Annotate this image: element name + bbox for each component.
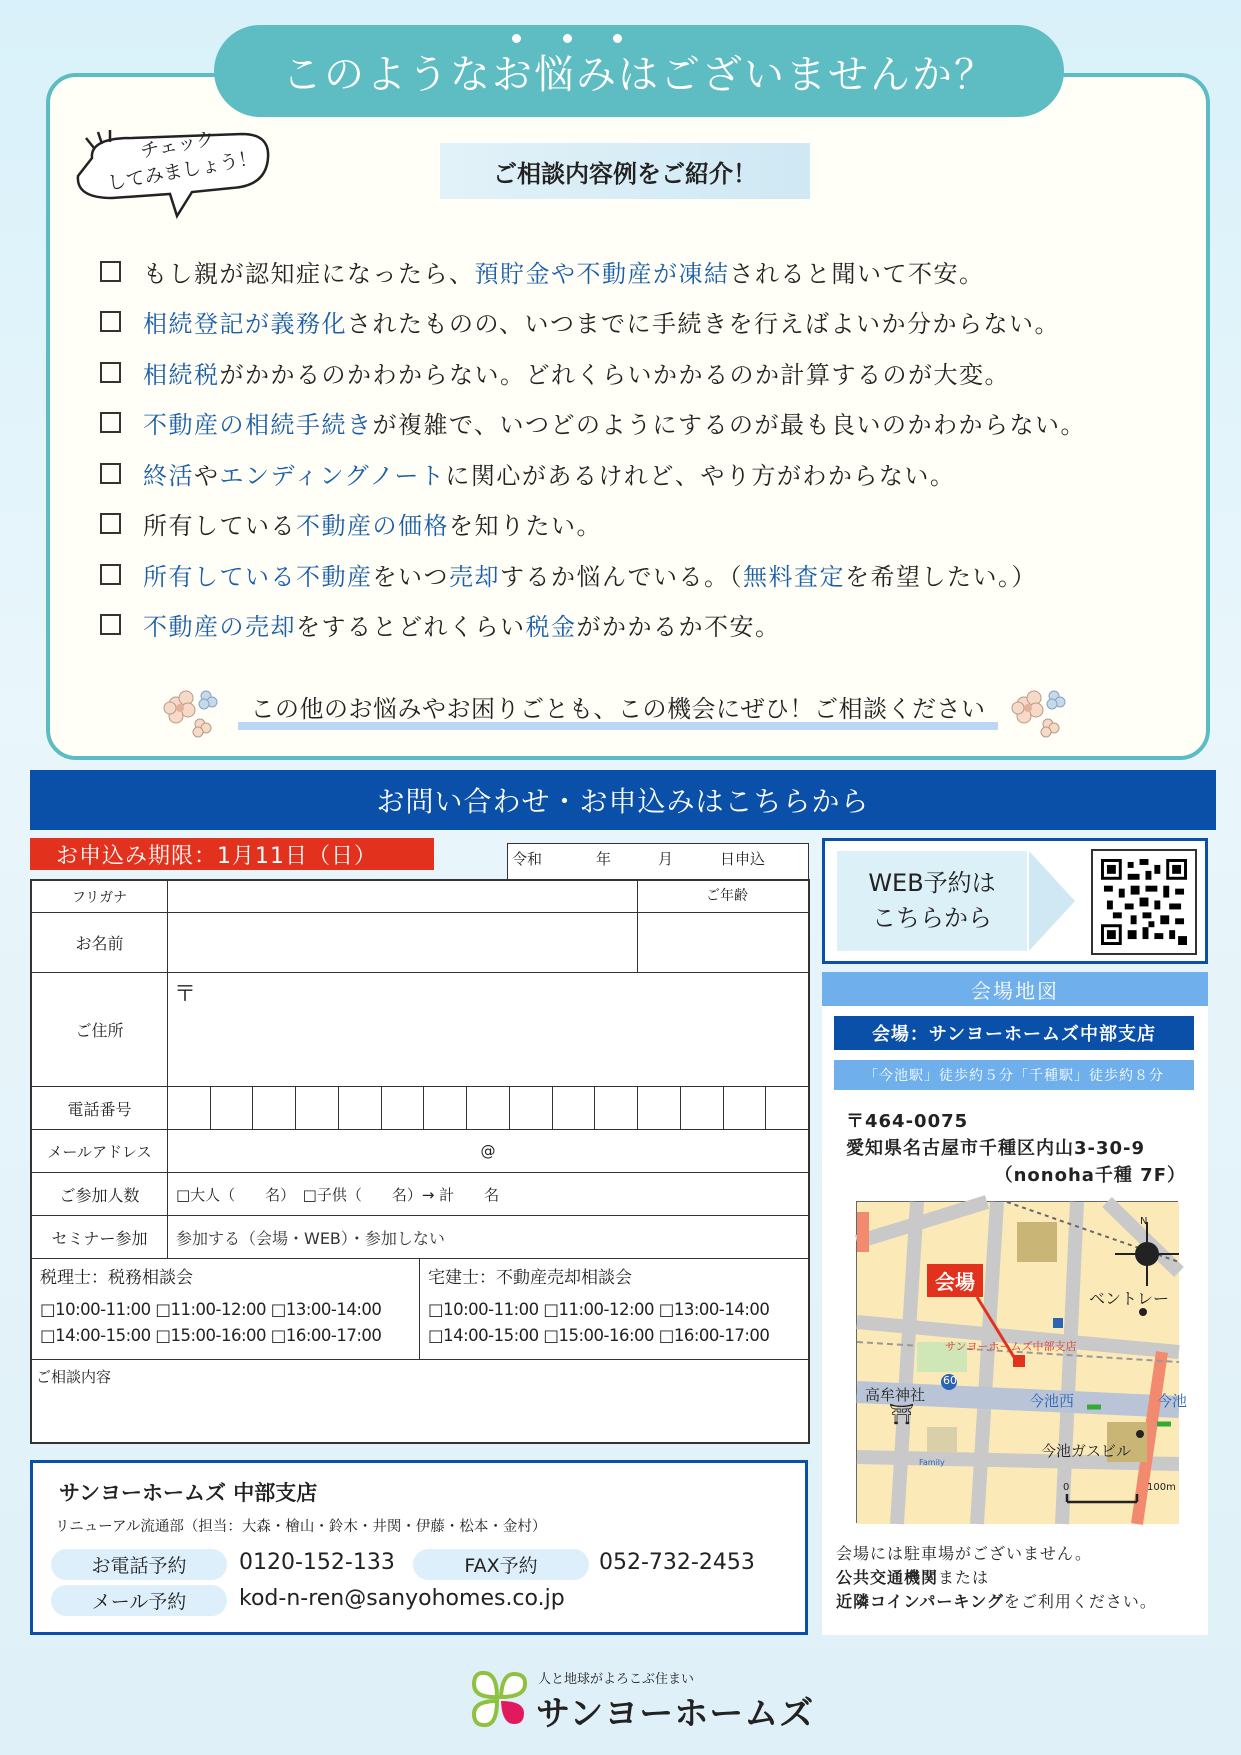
worry-text: されたものの、いつまでに手続きを行えばよいか分からない。 — [347, 310, 1061, 339]
name-row — [32, 913, 808, 973]
worry-highlight: 終活 — [143, 461, 194, 490]
venue-map[interactable] — [856, 1201, 1188, 1523]
parking-or: または — [938, 1568, 990, 1587]
fax-reservation-label: FAX予約 — [413, 1549, 589, 1580]
phone-number[interactable]: 0120-152-133 — [239, 1550, 395, 1575]
date-month: 月 — [658, 850, 674, 868]
date-year: 年 — [596, 850, 612, 868]
phone-digit-cell[interactable] — [211, 1087, 254, 1129]
map-route-number: 60 — [943, 1374, 957, 1387]
mail-address[interactable]: kod-n-ren@sanyohomes.co.jp — [239, 1586, 565, 1611]
venue-name: 会場：サンヨーホームズ中部支店 — [834, 1016, 1194, 1050]
worry-highlight: 不動産の売却 — [143, 613, 296, 642]
worry-highlight: 不動産の価格 — [296, 512, 449, 541]
worry-text: が複雑で、いつどのようにするのが最も良いのかわからない。 — [372, 411, 1087, 440]
brand-name: サンヨーホームズ — [536, 1694, 815, 1734]
phone-digit-cell[interactable] — [510, 1087, 553, 1129]
worries-title: このようなお悩みはございませんか？ — [214, 25, 1064, 117]
application-date-box[interactable] — [507, 843, 809, 880]
map-scale-start: 0 — [1063, 1482, 1070, 1493]
worry-highlight: 売却 — [449, 562, 500, 591]
brand-logo — [468, 1664, 815, 1734]
address-field[interactable] — [168, 973, 808, 1086]
worry-item — [100, 246, 1180, 297]
phone-digit-cell[interactable] — [681, 1087, 724, 1129]
phone-field[interactable] — [168, 1087, 808, 1129]
postal-mark: 〒 — [174, 982, 197, 1007]
worry-item — [100, 499, 1180, 550]
phone-digit-cell[interactable] — [168, 1087, 211, 1129]
realty-slots-row-1[interactable]: □10:00-11:00 □11:00-12:00 □13:00-14:00 — [428, 1300, 770, 1319]
checkbox-icon[interactable] — [100, 614, 121, 635]
worry-text: もし親が認知症になったら、 — [143, 259, 475, 288]
consult-row — [32, 1360, 808, 1442]
tax-session-column — [32, 1259, 420, 1359]
worry-text: をいつ — [372, 562, 449, 591]
web-reservation-label — [837, 851, 1027, 951]
phone-row — [32, 1087, 808, 1130]
parking-use: をご利用ください。 — [1003, 1592, 1157, 1611]
clover-logo-icon — [468, 1668, 530, 1730]
worry-highlight: 相続税 — [143, 360, 220, 389]
emphasis-dots — [512, 34, 622, 46]
worry-text: するか悩んでいる。（ — [500, 562, 743, 591]
phone-digit-cell[interactable] — [724, 1087, 767, 1129]
parking-line-2 — [836, 1566, 1201, 1590]
seminar-row — [32, 1216, 808, 1259]
qr-code[interactable] — [1091, 849, 1197, 955]
worry-item — [100, 347, 1180, 398]
worry-highlight: 所有している不動産 — [143, 562, 373, 591]
phone-digit-cell[interactable] — [382, 1087, 425, 1129]
map-family-mart: Family — [919, 1458, 945, 1467]
venue-info — [822, 1006, 1208, 1635]
worry-text: や — [194, 461, 220, 490]
map-venue-label: サンヨーホームズ中部支店 — [945, 1340, 1077, 1353]
worries-footer: この他のお悩みやお困りごとも、この機会にぜひ！ご相談ください — [238, 690, 998, 730]
date-day: 日申込 — [720, 850, 766, 868]
furigana-row — [32, 881, 808, 913]
deadline-badge: お申込み期限：1月11日（日） — [30, 838, 434, 870]
address-row — [32, 973, 808, 1087]
realty-session-column — [420, 1259, 808, 1359]
map-scale-end: 100m — [1147, 1482, 1176, 1493]
phone-label: 電話番号 — [32, 1087, 168, 1129]
name-field[interactable] — [168, 913, 638, 972]
seminar-field[interactable]: 参加する（会場・WEB）・参加しない — [176, 1228, 445, 1248]
fax-number[interactable]: 052-732-2453 — [599, 1550, 755, 1575]
compass-icon: N — [1140, 1216, 1148, 1227]
worry-highlight: エンディングノート — [219, 461, 446, 490]
checkbox-icon[interactable] — [100, 564, 121, 585]
phone-digit-cell[interactable] — [553, 1087, 596, 1129]
venue-building: （nonoha千種 7F） — [994, 1165, 1186, 1186]
participants-field[interactable]: □大人（ 名） □子供（ 名）→ 計 名 — [176, 1185, 500, 1204]
worry-highlight: 税金 — [525, 613, 577, 642]
map-imaike-west: 今池西 — [1029, 1392, 1075, 1410]
checkbox-icon[interactable] — [100, 513, 121, 534]
worry-highlight: 預貯金や不動産が凍結 — [474, 259, 730, 288]
venue-map-heading: 会場地図 — [822, 972, 1208, 1006]
age-label: ご年齢 — [706, 888, 748, 904]
phone-digit-cell[interactable] — [339, 1087, 382, 1129]
parking-coin: 近隣コインパーキング — [836, 1592, 1004, 1611]
checkbox-icon[interactable] — [100, 261, 121, 282]
phone-digit-cell[interactable] — [638, 1087, 681, 1129]
worry-text: に関心があるけれど、やり方がわからない。 — [445, 461, 956, 490]
web-label-line-2: こちらから — [871, 904, 992, 932]
worry-item — [100, 297, 1180, 348]
consultation-sessions-row — [32, 1259, 808, 1360]
consult-field[interactable] — [32, 1360, 808, 1442]
worry-text: を希望したい。） — [845, 562, 1037, 591]
name-label: お名前 — [32, 913, 168, 972]
phone-digit-cell[interactable] — [595, 1087, 638, 1129]
check-bubble-line: チェック してみましょう！ — [105, 127, 260, 195]
inquiry-header: お問い合わせ・お申込みはこちらから — [30, 770, 1216, 830]
mail-reservation-label: メール予約 — [51, 1585, 227, 1616]
venue-access: 「今池駅」徒歩約５分「千種駅」徒歩約８分 — [834, 1060, 1194, 1090]
parking-transit: 公共交通機関 — [836, 1568, 939, 1587]
company-contact-box — [30, 1460, 808, 1635]
checkbox-icon[interactable] — [100, 463, 121, 484]
shrine-icon: ⛩ — [889, 1402, 915, 1426]
furigana-field[interactable] — [168, 881, 638, 912]
worry-text: を知りたい。 — [449, 512, 602, 541]
consult-label: ご相談内容 — [36, 1368, 112, 1386]
company-name: サンヨーホームズ 中部支店 — [59, 1481, 318, 1505]
venue-street: 愛知県名古屋市千種区内山3-30-9 — [846, 1138, 1146, 1159]
flower-decoration-left — [160, 684, 222, 738]
email-at-symbol: @ — [480, 1142, 496, 1160]
email-label: メールアドレス — [32, 1130, 168, 1172]
web-label-line-1: WEB予約は — [868, 869, 996, 897]
web-reservation-box[interactable] — [822, 838, 1208, 964]
participants-label: ご参加人数 — [32, 1173, 168, 1215]
brand-tagline: 人と地球がよろこぶ住まい — [538, 1672, 695, 1687]
venue-address — [846, 1108, 1186, 1189]
qr-code-icon — [1101, 859, 1187, 945]
seminar-label: セミナー参加 — [32, 1216, 168, 1258]
map-shrine: 高牟神社 — [865, 1386, 926, 1404]
phone-digit-cell[interactable] — [296, 1087, 339, 1129]
flower-decoration-right — [1008, 684, 1070, 738]
map-graphic — [857, 1202, 1179, 1524]
application-form — [30, 879, 810, 1444]
address-label: ご住所 — [32, 973, 168, 1086]
worry-text: がかかるのかわからない。どれくらいかかるのか計算するのが大変。 — [219, 360, 1010, 389]
parking-line-3 — [836, 1590, 1201, 1614]
age-field[interactable] — [638, 913, 808, 972]
worry-item — [100, 600, 1180, 651]
worry-item — [100, 448, 1180, 499]
checkbox-icon[interactable] — [100, 412, 121, 433]
email-field[interactable] — [168, 1130, 808, 1172]
email-row — [32, 1130, 808, 1173]
map-bentley: ベントレー — [1089, 1289, 1170, 1308]
worry-checklist — [100, 246, 1180, 650]
phone-reservation-label: お電話予約 — [51, 1549, 227, 1580]
phone-digit-cell[interactable] — [766, 1087, 808, 1129]
worry-item — [100, 398, 1180, 449]
parking-line-1: 会場には駐車場がございません。 — [836, 1544, 1092, 1563]
phone-digit-cell[interactable] — [424, 1087, 467, 1129]
checkbox-icon[interactable] — [100, 362, 121, 383]
tax-slots-row-2[interactable]: □14:00-15:00 □15:00-16:00 □16:00-17:00 — [40, 1326, 382, 1345]
worry-item — [100, 549, 1180, 600]
company-dept: リニューアル流通部（担当：大森・檜山・鈴木・井関・伊藤・松本・金村） — [55, 1519, 547, 1535]
worry-text: がかかるか不安。 — [576, 613, 781, 642]
realty-session-title: 宅建士：不動産売却相談会 — [428, 1268, 632, 1288]
tax-slots-row-1[interactable]: □10:00-11:00 □11:00-12:00 □13:00-14:00 — [40, 1300, 382, 1319]
worry-text: されると聞いて不安。 — [729, 259, 985, 288]
tax-session-title: 税理士：税務相談会 — [40, 1268, 193, 1288]
worry-highlight: 相続登記が義務化 — [143, 310, 347, 339]
worry-highlight: 無料査定 — [743, 562, 845, 591]
worry-text: 所有している — [143, 512, 296, 541]
date-era: 令和 — [512, 850, 543, 868]
intro-label: ご相談内容例をご紹介！ — [440, 143, 810, 199]
participants-row — [32, 1173, 808, 1216]
phone-digit-cell[interactable] — [467, 1087, 510, 1129]
venue-postal: 〒464-0075 — [846, 1111, 969, 1132]
parking-notice — [836, 1542, 1201, 1614]
map-venue-tag: 会場 — [927, 1264, 983, 1297]
worry-text: をするとどれくらい — [296, 613, 526, 642]
arrow-right-icon — [1029, 851, 1075, 951]
map-gas-building: 今池ガスビル — [1041, 1442, 1132, 1460]
phone-digit-cell[interactable] — [253, 1087, 296, 1129]
worry-highlight: 不動産の相続手続き — [143, 411, 373, 440]
furigana-label: フリガナ — [32, 881, 168, 912]
realty-slots-row-2[interactable]: □14:00-15:00 □15:00-16:00 □16:00-17:00 — [428, 1326, 770, 1345]
map-imaike-east: 今池 — [1157, 1392, 1188, 1410]
checkbox-icon[interactable] — [100, 311, 121, 332]
